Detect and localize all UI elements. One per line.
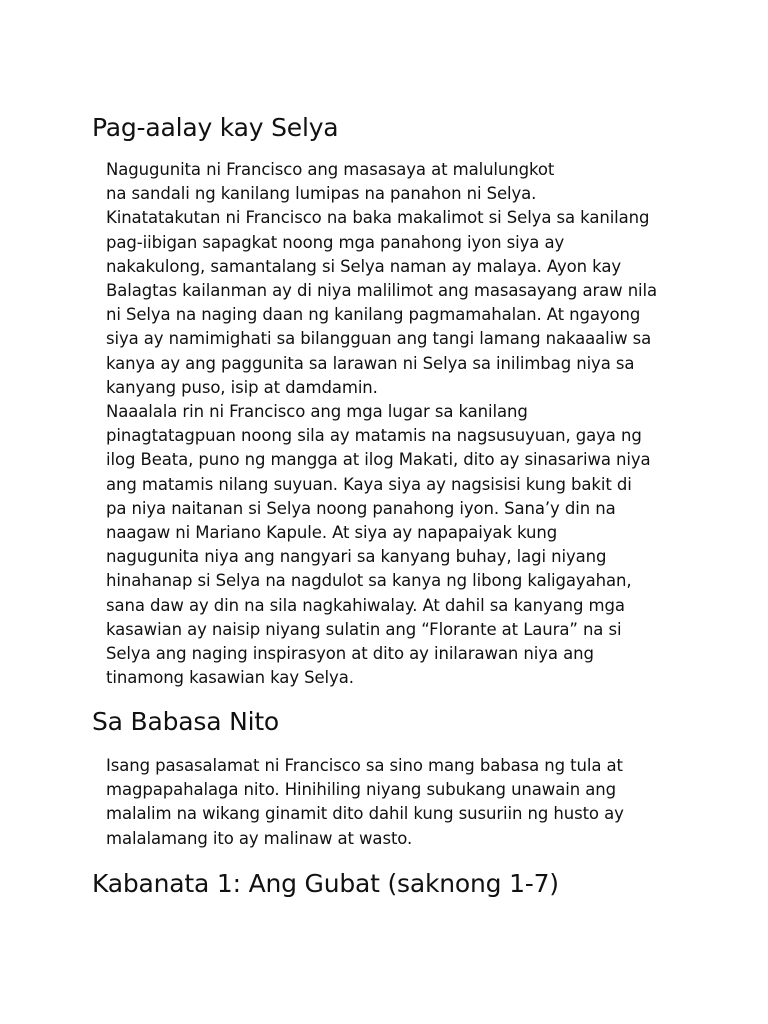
- section-body-pag-aalay: [106, 158, 746, 690]
- text-line: malalamang ito ay malinaw at wasto.: [106, 828, 413, 848]
- section-heading-kabanata-1: Kabanata 1: Ang Gubat (saknong 1-7): [92, 869, 559, 898]
- text-line: Naaalala rin ni Francisco ang mga lugar sa kanilang: [106, 402, 528, 422]
- text-line: ni Selya na naging daan ng kanilang pagmamahalan. At ngayong: [106, 305, 641, 325]
- text-line: nakakulong, samantalang si Selya naman ay malaya. Ayon kay: [106, 256, 621, 276]
- text-line: kanya ay ang paggunita sa larawan ni Selya sa inilimbag niya sa: [106, 353, 635, 373]
- section-body-sa-babasa-nito: [106, 754, 746, 851]
- text-line: Nagugunita ni Francisco ang masasaya at malulungkot: [106, 160, 555, 179]
- text-line: tinamong kasawian kay Selya.: [106, 668, 354, 688]
- text-line: pa niya naitanan si Selya noong panahong iyon. Sana’y din na: [106, 498, 616, 518]
- text-line: ilog Beata, puno ng mangga at ilog Makati, dito ay sinasariwa niya: [106, 450, 651, 470]
- text-line: hinahanap si Selya na nagdulot sa kanya ng libong kaligayahan,: [106, 571, 632, 591]
- text-line: Balagtas kailanman ay di niya malilimot ang masasayang araw nila: [106, 281, 658, 301]
- text-line: naagaw ni Mariano Kapule. At siya ay napapaiyak kung: [106, 523, 558, 543]
- text-line: pinagtatagpuan noong sila ay matamis na nagsusuyuan, gaya ng: [106, 426, 642, 446]
- text-line: Isang pasasalamat ni Francisco sa sino mang babasa ng tula at: [106, 756, 623, 775]
- text-line: sana daw ay din na sila nagkahiwalay. At dahil sa kanyang mga: [106, 595, 625, 615]
- text-line: pag-iibigan sapagkat noong mga panahong iyon siya ay: [106, 232, 565, 252]
- text-line: kasawian ay naisip niyang sulatin ang “Florante at Laura” na si: [106, 619, 622, 639]
- text-line: kanyang puso, isip at damdamin.: [106, 377, 378, 397]
- section-heading-sa-babasa-nito: Sa Babasa Nito: [92, 707, 280, 736]
- text-line: ang matamis nilang suyuan. Kaya siya ay nagsisisi kung bakit di: [106, 474, 632, 494]
- text-line: na sandali ng kanilang lumipas na panahon ni Selya.: [106, 184, 537, 204]
- text-line: nagugunita niya ang nangyari sa kanyang buhay, lagi niyang: [106, 547, 607, 567]
- text-line: siya ay namimighati sa bilangguan ang tangi lamang nakaaaliw sa: [106, 329, 652, 349]
- text-line: Kinatatakutan ni Francisco na baka makalimot si Selya sa kanilang: [106, 208, 650, 228]
- text-line: magpapahalaga nito. Hinihiling niyang subukang unawain ang: [106, 780, 616, 800]
- section-heading-pag-aalay: Pag-aalay kay Selya: [92, 113, 339, 142]
- text-line: Selya ang naging inspirasyon at dito ay inilarawan niya ang: [106, 644, 594, 664]
- text-line: malalim na wikang ginamit dito dahil kung susuriin ng husto ay: [106, 804, 624, 824]
